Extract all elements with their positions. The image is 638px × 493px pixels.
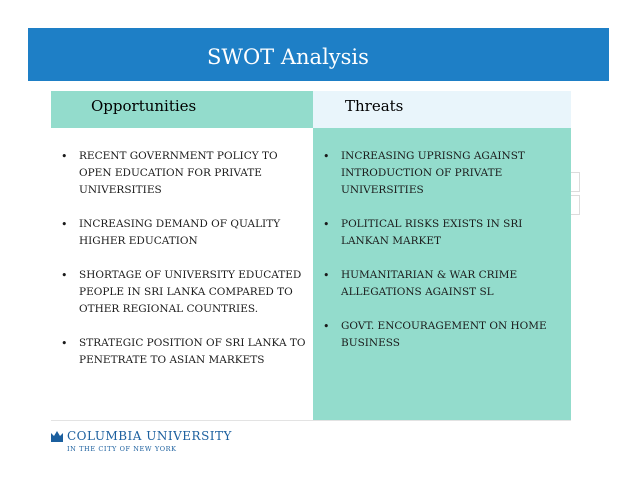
slide-title: SWOT Analysis <box>207 45 369 69</box>
threats-cell <box>313 128 571 420</box>
threat-item: • POLITICAL RISKS EXISTS IN SRI LANKAN MARKET <box>319 216 567 250</box>
opportunities-header <box>51 91 313 128</box>
opportunity-item: • INCREASING DEMAND OF QUALITY HIGHER EDUCATION <box>57 216 307 250</box>
table-edge-artifact <box>571 172 580 192</box>
opportunities-list <box>57 148 307 386</box>
opportunities-heading: Opportunities <box>91 97 197 115</box>
logo-name: COLUMBIA UNIVERSITY <box>67 429 232 443</box>
opportunity-item: • SHORTAGE OF UNIVERSITY EDUCATED PEOPLE IN SRI LANKA COMPARED TO OTHER REGIONAL COUNTRIES. <box>57 267 307 318</box>
opportunities-cell <box>51 128 313 420</box>
crown-icon <box>50 430 64 442</box>
threat-item: • INCREASING UPRISNG AGAINST INTRODUCTION OF PRIVATE UNIVERSITIES <box>319 148 567 199</box>
opportunity-item: • STRATEGIC POSITION OF SRI LANKA TO PENETRATE TO ASIAN MARKETS <box>57 335 307 369</box>
threats-header <box>313 91 571 128</box>
threat-item: • HUMANITARIAN & WAR CRIME ALLEGATIONS AGAINST SL <box>319 267 567 301</box>
logo-subtitle: IN THE CITY OF NEW YORK <box>67 445 177 453</box>
threats-heading: Threats <box>345 97 404 115</box>
threats-list <box>319 148 567 369</box>
table-edge-artifact <box>571 195 580 215</box>
threat-item: • GOVT. ENCOURAGEMENT ON HOME BUSINESS <box>319 318 567 352</box>
opportunity-item: • RECENT GOVERNMENT POLICY TO OPEN EDUCATION FOR PRIVATE UNIVERSITIES <box>57 148 307 199</box>
